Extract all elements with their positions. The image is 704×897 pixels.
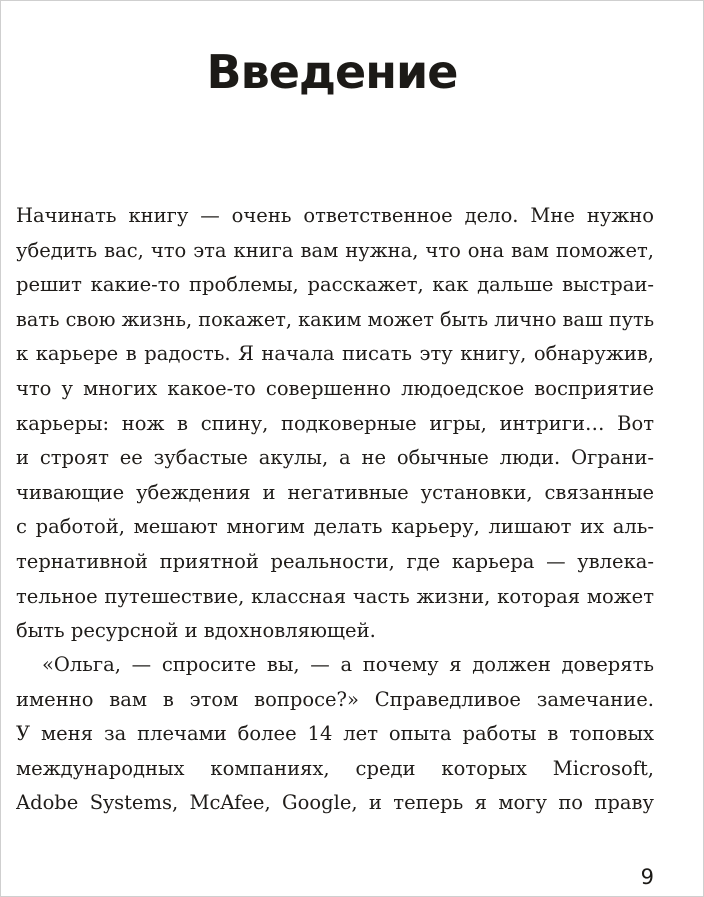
text-line: быть ресурсной и вдохновляющей.	[16, 619, 376, 643]
text-line: Adobe Systems, McAfee, Google, и теперь я могу по праву	[16, 791, 654, 815]
text-line: именно вам в этом вопросе?» Справедливое замечание.	[16, 687, 654, 711]
text-line: чивающие убеждения и негативные установки, связанные	[16, 480, 654, 504]
text-line: тельное путешествие, классная часть жизни, которая может	[16, 584, 654, 608]
paragraph-2	[16, 648, 654, 821]
chapter-title: Введение	[206, 44, 458, 99]
text-line: решит какие-то проблемы, расскажет, как дальше выстраи-	[16, 273, 654, 297]
text-line: с работой, мешают многим делать карьеру, лишают их аль-	[16, 515, 654, 539]
text-line: У меня за плечами более 14 лет опыта работы в топовых	[16, 722, 654, 746]
text-line: и строят ее зубастые акулы, а не обычные люди. Ограни-	[16, 446, 654, 470]
page-number: 9	[640, 865, 654, 889]
text-line: карьеры: нож в спину, подковерные игры, интриги… Вот	[16, 411, 654, 435]
text-line: к карьере в радость. Я начала писать эту книгу, обнаружив,	[16, 342, 654, 366]
text-line: вать свою жизнь, покажет, каким может быть лично ваш путь	[16, 307, 654, 331]
text-line: международных компаниях, среди которых Microsoft,	[16, 756, 654, 780]
text-line: убедить вас, что эта книга вам нужна, что она вам поможет,	[16, 238, 654, 262]
text-line: «Ольга, — спросите вы, — а почему я должен доверять	[42, 653, 654, 676]
text-line: тернативной приятной реальности, где карьера — увлека-	[16, 549, 654, 573]
text-line: Начинать книгу — очень ответственное дело. Мне нужно	[16, 204, 654, 227]
text-line: что у многих какое-то совершенно людоедское восприятие	[16, 376, 654, 400]
paragraph-1	[16, 199, 654, 649]
